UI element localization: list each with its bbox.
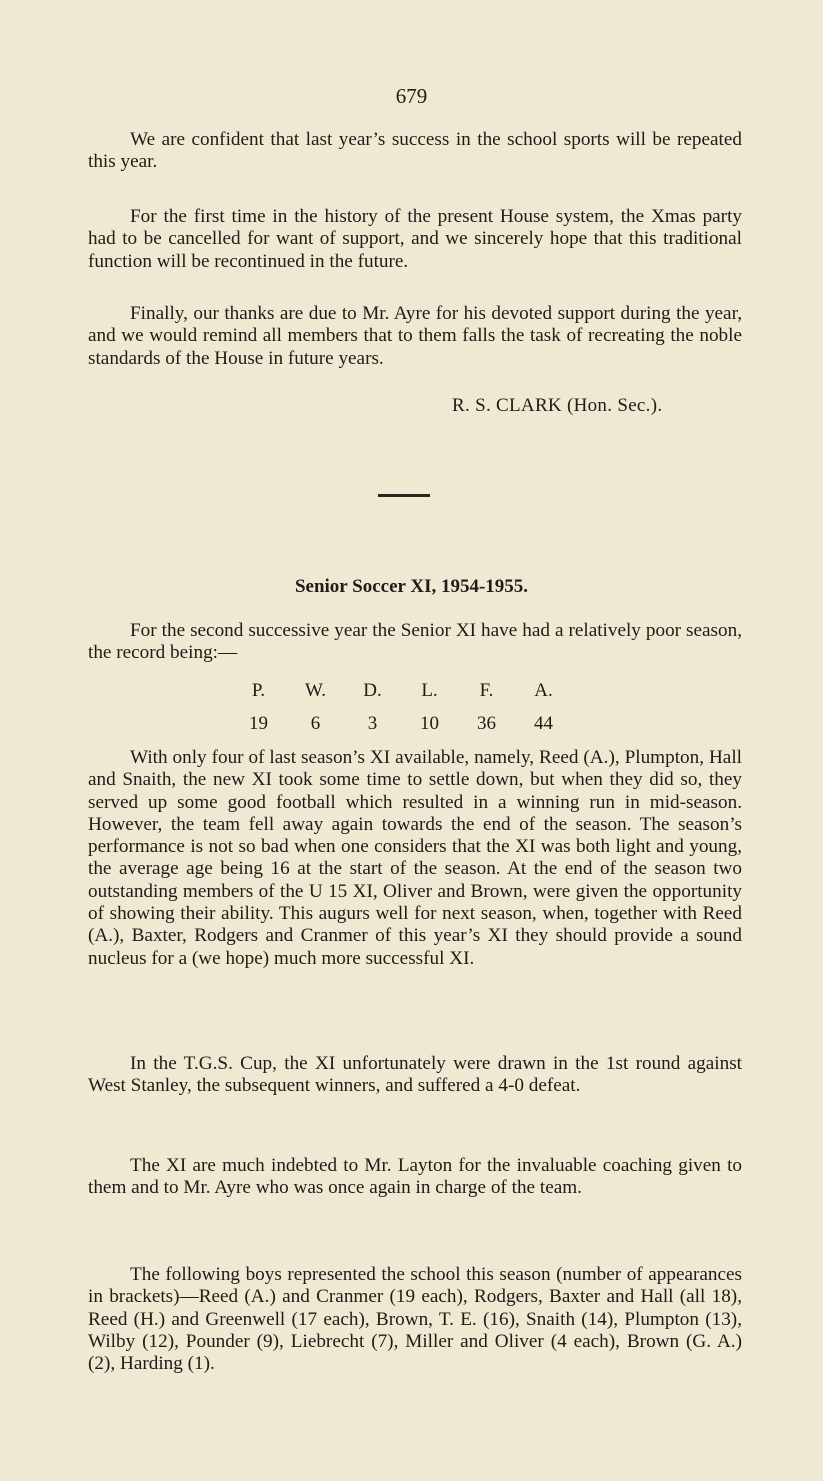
paragraph-coaching-text: The XI are much indebted to Mr. Layton for the invaluable coaching given to them and to Mr. Ayre who was once again in charge of the team. xyxy=(88,1155,742,1199)
paragraph-season-review-text: With only four of last season’s XI available, namely, Reed (A.), Plumpton, Hall and Snaith, the new XI took some time to settle down, but when they did so, they served up some good football which resulted in a winning run in mid-season. However, the team fell away again towards the end of the season. The season’s performance is not so bad when one considers that the XI was both light and young, the average age being 16 at the start of the season. At the end of the season two outstanding members of the U 15 XI, Oliver and Brown, were given the opportunity of showing their ability. This augurs well for next season, when, together with Reed (A.), Baxter, Rodgers and Cranmer of this year’s XI they should provide a sound nucleus for a (we hope) much more successful XI. xyxy=(88,747,742,969)
season-record-table xyxy=(230,674,572,740)
record-header-played: P. xyxy=(251,679,266,701)
record-header-drawn: D. xyxy=(363,679,382,701)
paragraph-sports-text: We are confident that last year’s success in the school sports will be repeated this year. xyxy=(88,129,742,173)
paragraph-xmas-party xyxy=(88,206,742,273)
paragraph-sports xyxy=(88,129,742,174)
record-value-against: 44 xyxy=(534,712,553,734)
record-header-against: A. xyxy=(534,679,553,701)
record-value-played: 19 xyxy=(249,712,268,734)
record-value-drawn: 3 xyxy=(367,712,378,734)
section-divider xyxy=(378,494,430,497)
paragraph-appearances-text: The following boys represented the school this season (number of appearances in brackets)—Reed (A.) and Cranmer (19 each), Rodgers, Baxter and Hall (all 18), Reed (H.) and Greenwell (17 each), Brown, T. E. (16), Snaith (14), Plumpton (13), Wilby (12), Pounder (9), Liebrecht (7), Miller and Oliver (4 each), Brown (G. A.) (2), Harding (1). xyxy=(88,1264,742,1375)
paragraph-xmas-party-text: For the first time in the history of the present House system, the Xmas party had to be cancelled for want of support, and we sincerely hope that this traditional function will be recontinued in the future. xyxy=(88,206,742,272)
record-header-for: F. xyxy=(479,679,494,701)
section-heading: Senior Soccer XI, 1954-1955. xyxy=(294,576,529,597)
record-header-row xyxy=(230,674,572,707)
paragraph-coaching xyxy=(88,1155,742,1200)
paragraph-tgs-cup-text: In the T.G.S. Cup, the XI unfortunately were drawn in the 1st round against West Stanley, the subsequent winners, and suffered a 4-0 defeat. xyxy=(88,1053,742,1097)
paragraph-thanks xyxy=(88,303,742,370)
paragraph-record-intro xyxy=(88,620,742,665)
record-header-won: W. xyxy=(305,679,326,701)
record-value-lost: 10 xyxy=(420,712,439,734)
paragraph-tgs-cup xyxy=(88,1053,742,1098)
paragraph-thanks-text: Finally, our thanks are due to Mr. Ayre for his devoted support during the year, and we would remind all members that to them falls the task of recreating the noble standards of the House in future years. xyxy=(88,303,742,369)
signature: R. S. CLARK (Hon. Sec.). xyxy=(452,395,663,416)
record-header-lost: L. xyxy=(421,679,438,701)
paragraph-season-review xyxy=(88,747,742,970)
record-value-won: 6 xyxy=(310,712,321,734)
record-value-row xyxy=(230,707,572,740)
page-number: 679 xyxy=(395,84,428,108)
record-value-for: 36 xyxy=(477,712,496,734)
paragraph-appearances xyxy=(88,1264,742,1375)
paragraph-record-intro-text: For the second successive year the Senior XI have had a relatively poor season, the record being:— xyxy=(88,620,742,664)
